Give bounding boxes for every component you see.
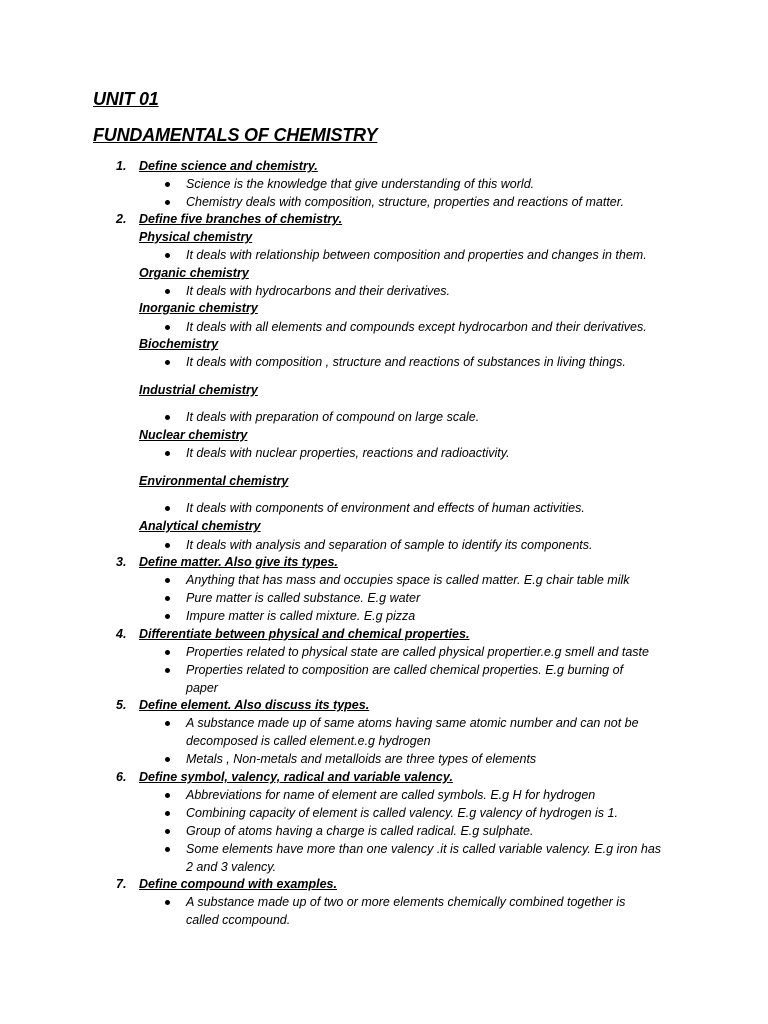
bullet-icon: [165, 614, 170, 619]
question-title: Define matter. Also give its types.: [139, 555, 338, 569]
unit-title: UNIT 01: [93, 89, 159, 109]
bullet-icon: [165, 578, 170, 583]
question-title: Define compound with examples.: [139, 877, 337, 891]
bullet-icon: [165, 757, 170, 762]
question-number: 6.: [116, 770, 127, 784]
bullet-text: 2 and 3 valency.: [186, 860, 277, 874]
bullet-icon: [165, 325, 170, 330]
bullet-text: It deals with components of environment and effects of human activities.: [186, 501, 585, 515]
question-number: 4.: [116, 627, 127, 641]
bullet-text: Pure matter is called substance. E.g water: [186, 591, 421, 605]
question-number: 3.: [116, 555, 127, 569]
bullet-text: Metals , Non-metals and metalloids are three types of elements: [186, 752, 537, 766]
subheading: Physical chemistry: [139, 230, 253, 244]
bullet-text: Chemistry deals with composition, structure, properties and reactions of matter.: [186, 195, 624, 209]
bullet-icon: [165, 415, 170, 420]
bullet-icon: [165, 811, 170, 816]
question-title: Differentiate between physical and chemical properties.: [139, 627, 470, 641]
subheading: Industrial chemistry: [139, 383, 258, 397]
bullet-icon: [165, 847, 170, 852]
bullet-text: Combining capacity of element is called valency. E.g valency of hydrogen is 1.: [186, 806, 618, 820]
bullet-icon: [165, 200, 170, 205]
bullet-text: Some elements have more than one valency .it is called variable valency. E.g iron has: [186, 842, 662, 856]
chapter-title: FUNDAMENTALS OF CHEMISTRY: [93, 125, 378, 145]
bullet-icon: [165, 596, 170, 601]
subheading: Analytical chemistry: [139, 519, 261, 533]
subheading: Environmental chemistry: [139, 474, 289, 488]
bullet-icon: [165, 900, 170, 905]
question-title: Define symbol, valency, radical and variable valency.: [139, 770, 453, 784]
bullet-text: Impure matter is called mixture. E.g pizza: [186, 609, 416, 623]
question-number: 2.: [116, 212, 127, 226]
bullet-text: Anything that has mass and occupies space is called matter. E.g chair table milk: [186, 573, 630, 587]
question-number: 7.: [116, 877, 127, 891]
subheading: Organic chemistry: [139, 266, 249, 280]
bullet-text: It deals with analysis and separation of sample to identify its components.: [186, 538, 593, 552]
bullet-text: Properties related to composition are called chemical properties. E.g burning of: [186, 663, 624, 677]
bullet-text: It deals with hydrocarbons and their derivatives.: [186, 284, 451, 298]
bullet-text: It deals with nuclear properties, reactions and radioactivity.: [186, 446, 510, 460]
question-title: Define element. Also discuss its types.: [139, 698, 370, 712]
bullet-icon: [165, 650, 170, 655]
bullet-icon: [165, 289, 170, 294]
bullet-icon: [165, 721, 170, 726]
bullet-text: called ccompound.: [186, 913, 291, 927]
bullet-text: It deals with all elements and compounds except hydrocarbon and their derivatives.: [186, 320, 647, 334]
bullet-icon: [165, 506, 170, 511]
question-title: Define science and chemistry.: [139, 159, 318, 173]
bullet-icon: [165, 668, 170, 673]
bullet-text: decomposed is called element.e.g hydrogen: [186, 734, 431, 748]
bullet-icon: [165, 182, 170, 187]
bullet-text: A substance made up of same atoms having same atomic number and can not be: [186, 716, 639, 730]
question-title: Define five branches of chemistry.: [139, 212, 343, 226]
question-number: 5.: [116, 698, 127, 712]
question-number: 1.: [116, 159, 127, 173]
bullet-icon: [165, 360, 170, 365]
bullet-text: Group of atoms having a charge is called radical. E.g sulphate.: [186, 824, 534, 838]
bullet-text: Science is the knowledge that give understanding of this world.: [186, 177, 535, 191]
bullet-icon: [165, 829, 170, 834]
subheading: Inorganic chemistry: [139, 301, 258, 315]
bullet-text: Properties related to physical state are called physical propertier.e.g smell and taste: [186, 645, 649, 659]
bullet-icon: [165, 543, 170, 548]
bullet-text: It deals with composition , structure and reactions of substances in living things.: [186, 355, 626, 369]
subheading: Biochemistry: [139, 337, 219, 351]
bullet-text: paper: [186, 681, 218, 695]
bullet-text: A substance made up of two or more elements chemically combined together is: [186, 895, 626, 909]
bullet-icon: [165, 253, 170, 258]
subheading: Nuclear chemistry: [139, 428, 248, 442]
bullet-icon: [165, 451, 170, 456]
bullet-text: It deals with relationship between composition and properties and changes in them.: [186, 248, 647, 262]
bullet-text: It deals with preparation of compound on large scale.: [186, 410, 480, 424]
bullet-text: Abbreviations for name of element are called symbols. E.g H for hydrogen: [186, 788, 596, 802]
bullet-icon: [165, 793, 170, 798]
